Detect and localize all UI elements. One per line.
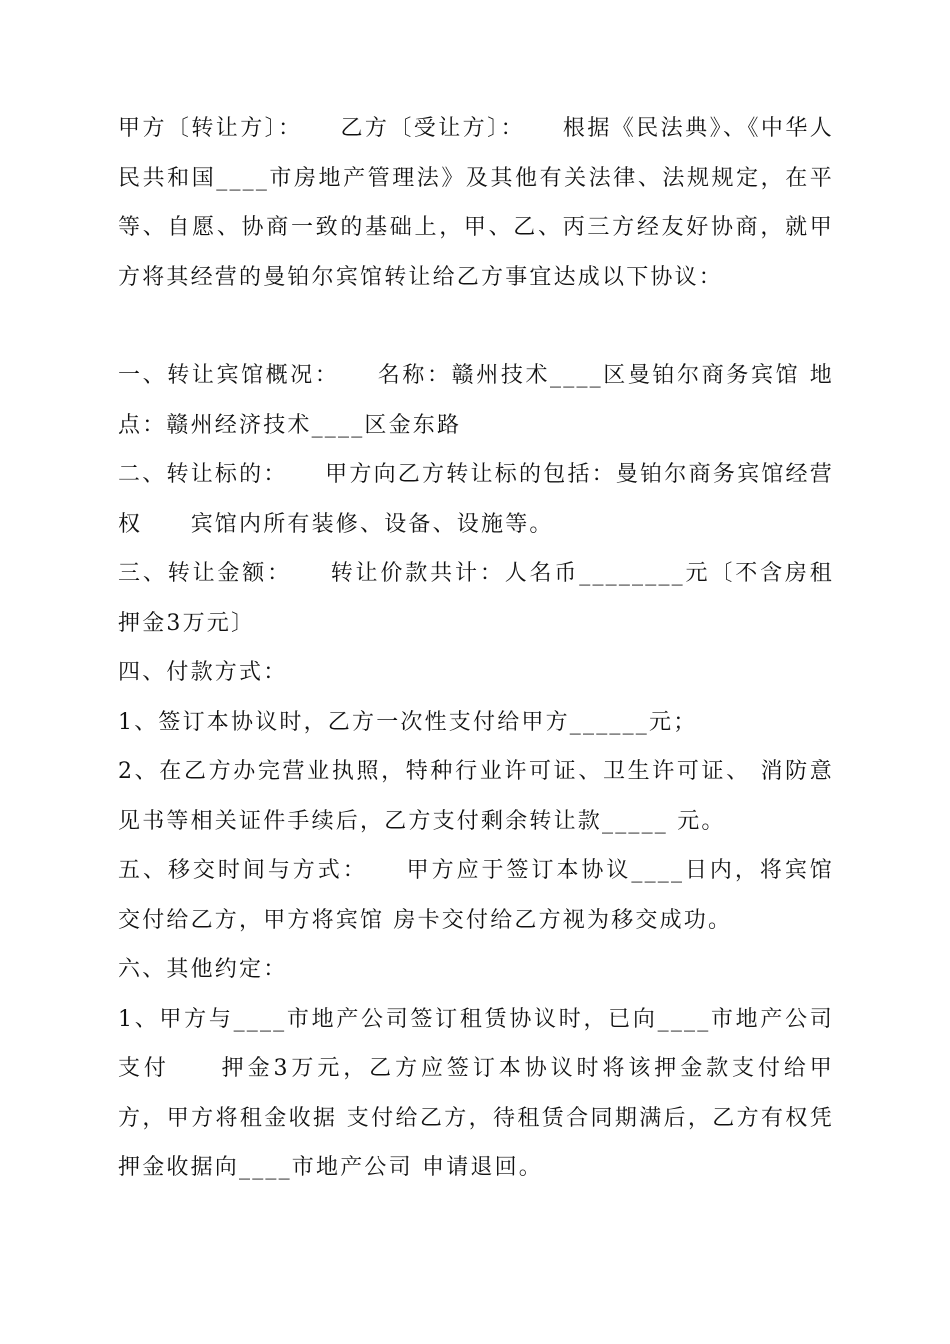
section-hotel-overview: 一、转让宾馆概况： 名称：赣州技术____区曼铂尔商务宾馆 地点：赣州经济技术____区金东路 xyxy=(118,363,834,438)
section-transfer-subject: 二、转让标的： 甲方向乙方转让标的包括：曼铂尔商务宾馆经营权 宾馆内所有装修、设备、设施等。 xyxy=(118,462,834,537)
section-payment-method: 四、付款方式： xyxy=(118,660,288,685)
section-transfer-amount: 三、转让金额： 转让价款共计：人名币________元〔不含房租押金3万元〕 xyxy=(118,561,834,636)
section-other-terms: 六、其他约定： xyxy=(118,957,288,982)
payment-item-1: 1、签订本协议时，乙方一次性支付给甲方______元； xyxy=(118,709,698,735)
document-page xyxy=(118,104,834,1193)
other-terms-item-1: 1、甲方与____市地产公司签订租赁协议时，已向____市地产公司支付 押金3万元，乙方应签订本协议时将该押金款支付给甲方，甲方将租金收据 支付给乙方，待租赁合同期满后，乙方有权凭押金收据向____市地产公司 申请退回。 xyxy=(118,1006,834,1180)
section-handover: 五、移交时间与方式： 甲方应于签订本协议____日内，将宾馆交付给乙方，甲方将宾馆 房卡交付给乙方视为移交成功。 xyxy=(118,858,834,933)
payment-item-2: 2、在乙方办完营业执照，特种行业许可证、卫生许可证、 消防意见书等相关证件手续后，乙方支付剩余转让款_____ 元。 xyxy=(118,759,834,834)
intro-paragraph: 甲方〔转让方〕： 乙方〔受让方〕： 根据《民法典》、《中华人民共和国____市房地产管理法》及其他有关法律、法规规定，在平等、自愿、协商一致的基础上，甲、乙、丙三方经友好协商，就甲方将其经营的曼铂尔宾馆转让给乙方事宜达成以下协议： xyxy=(118,116,834,290)
